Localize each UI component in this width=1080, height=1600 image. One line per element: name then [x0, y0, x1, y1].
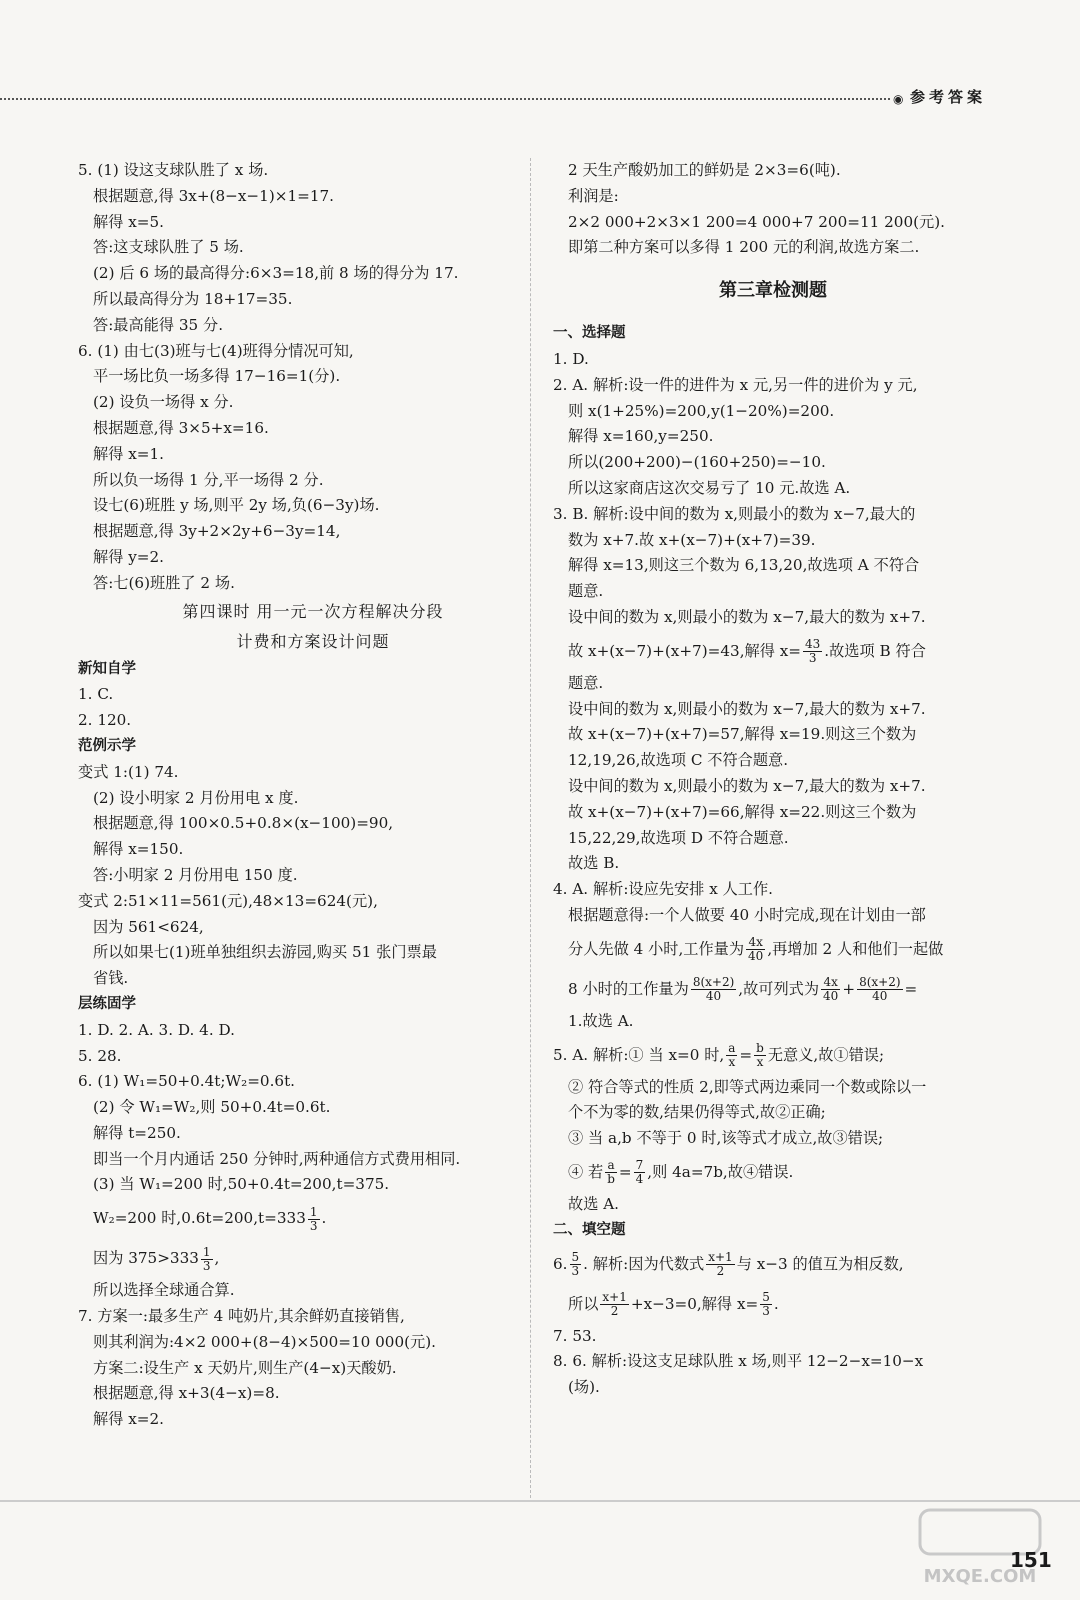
- fraction: [803, 638, 822, 665]
- page-number: 151: [1010, 1548, 1052, 1572]
- text-run: ,故可列式为: [738, 979, 820, 998]
- text-run: 5. A. 解析:① 当 x=0 时,: [553, 1045, 725, 1064]
- fraction: [760, 1291, 772, 1318]
- answer-line-fraction: [78, 1198, 518, 1238]
- fraction-numerator: a: [605, 1159, 617, 1173]
- text-run: +x−3=0,解得 x=: [630, 1294, 759, 1313]
- left-column: [78, 158, 518, 1433]
- header-dotted-rule: [0, 98, 890, 100]
- answer-line: 6. (1) 由七(3)班与七(4)班得分情况可知,: [78, 341, 354, 360]
- answer-line: 则 x(1+25%)=200,y(1−20%)=200.: [568, 401, 835, 420]
- fraction-numerator: b: [756, 1041, 764, 1056]
- fraction-numerator: 43: [805, 637, 821, 652]
- text-run: W₂=200 时,0.6t=200,t=333: [93, 1209, 306, 1228]
- fraction: [746, 936, 765, 963]
- answer-line-fraction: [553, 1284, 993, 1324]
- fraction-numerator: x+1: [708, 1250, 733, 1264]
- answer-line: 5. (1) 设这支球队胜了 x 场.: [78, 161, 269, 179]
- answer-line: 故 x+(x−7)+(x+7)=66,解得 x=22.则这三个数为: [568, 802, 917, 821]
- text-run: ,则 4a=7b,故④错误.: [647, 1162, 794, 1181]
- section-heading: 二、填空题: [553, 1221, 626, 1238]
- answer-line: 所以最高得分为 18+17=35.: [93, 289, 293, 308]
- answer-line: 2×2 000+2×3×1 200=4 000+7 200=11 200(元).: [568, 212, 945, 231]
- fraction: [201, 1246, 213, 1273]
- right-column: [553, 158, 993, 1401]
- answer-line: 5. 28.: [78, 1046, 122, 1065]
- answer-line-fraction: [553, 1035, 993, 1075]
- column-divider: [530, 158, 531, 1498]
- fraction: [634, 1159, 646, 1186]
- fraction: [691, 976, 736, 1003]
- answer-line: 设中间的数为 x,则最小的数为 x−7,最大的数为 x+7.: [568, 607, 926, 626]
- answer-line: 1. D. 2. A. 3. D. 4. D.: [78, 1020, 235, 1039]
- fraction-denominator: 3: [571, 1264, 580, 1278]
- answer-line: 所以选择全球通合算.: [93, 1281, 235, 1300]
- fraction-numerator: 1: [202, 1244, 211, 1259]
- text-run: .: [773, 1294, 779, 1313]
- text-run: 与 x−3 的值互为相反数,: [736, 1254, 904, 1273]
- fraction: [821, 976, 840, 1003]
- answer-line-fraction: [553, 929, 993, 969]
- answer-line: 8. 6. 解析:设这支足球队胜 x 场,则平 12−2−x=10−x: [553, 1352, 924, 1371]
- answer-line: 答:七(6)班胜了 2 场.: [93, 573, 235, 592]
- fraction: [605, 1159, 617, 1186]
- answer-line: 2. 120.: [78, 711, 132, 730]
- answer-line: 设中间的数为 x,则最小的数为 x−7,最大的数为 x+7.: [568, 699, 926, 718]
- fraction: [754, 1042, 766, 1069]
- section-heading: 新知自学: [78, 660, 136, 677]
- answer-line: 变式 2:51×11=561(元),48×13=624(元),: [78, 891, 378, 910]
- header-bullet-icon: ◉: [893, 92, 904, 106]
- fraction: [308, 1206, 320, 1233]
- answer-line: (2) 设小明家 2 月份用电 x 度.: [93, 788, 299, 807]
- text-run: 8 小时的工作量为: [568, 979, 689, 998]
- answer-line: 即当一个月内通话 250 分钟时,两种通信方式费用相同.: [93, 1149, 461, 1168]
- fraction-denominator: 40: [823, 989, 839, 1004]
- text-run: ④ 若: [568, 1162, 604, 1181]
- answer-line: 1.故选 A.: [568, 1011, 634, 1030]
- answer-line: (2) 后 6 场的最高得分:6×3=18,前 8 场的得分为 17.: [93, 264, 459, 283]
- fraction-numerator: 8(x+2): [859, 975, 901, 990]
- answer-line: 解得 x=13,则这三个数为 6,13,20,故选项 A 不符合: [568, 556, 920, 575]
- answer-line-fraction: [553, 1244, 993, 1284]
- fraction-denominator: 40: [705, 989, 722, 1004]
- answer-line: 方案二:设生产 x 天奶片,则生产(4−x)天酸奶.: [93, 1358, 397, 1377]
- fraction-numerator: x+1: [602, 1290, 627, 1304]
- answer-line: ③ 当 a,b 不等于 0 时,该等式才成立,故③错误;: [568, 1129, 884, 1148]
- text-run: 因为 375>333: [93, 1249, 199, 1268]
- fraction-denominator: 2: [716, 1264, 725, 1278]
- answer-line: 故 x+(x−7)+(x+7)=57,解得 x=19.则这三个数为: [568, 725, 917, 744]
- answer-line: 设中间的数为 x,则最小的数为 x−7,最大的数为 x+7.: [568, 776, 926, 795]
- fraction-denominator: 2: [610, 1304, 619, 1318]
- fraction-denominator: x: [728, 1055, 736, 1070]
- text-run: .故选项 B 符合: [824, 641, 926, 660]
- answer-line: 7. 53.: [553, 1326, 597, 1345]
- section-heading: 层练固学: [78, 995, 136, 1012]
- fraction: [857, 976, 902, 1003]
- fraction-numerator: 1: [309, 1204, 318, 1219]
- answer-line: 因为 561<624,: [93, 917, 204, 936]
- answer-line: 根据题意,得 100×0.5+0.8×(x−100)=90,: [93, 814, 394, 833]
- fraction-numerator: 5: [762, 1290, 770, 1304]
- fraction-numerator: 4x: [821, 976, 840, 990]
- answer-line: 平一场比负一场多得 17−16=1(分).: [93, 367, 341, 386]
- answer-line: 答:最高能得 35 分.: [93, 315, 224, 334]
- text-run: =: [904, 979, 918, 998]
- answer-line: 题意.: [568, 582, 604, 601]
- lesson-title: 第四课时 用一元一次方程解决分段: [182, 601, 444, 621]
- answer-line: 答:这支球队胜了 5 场.: [93, 238, 244, 257]
- answer-line: (2) 令 W₁=W₂,则 50+0.4t=0.6t.: [93, 1098, 331, 1117]
- lesson-title: 计费和方案设计问题: [236, 631, 390, 651]
- answer-line: 1. C.: [78, 685, 114, 704]
- answer-line: 故选 A.: [568, 1194, 619, 1213]
- answer-line: (场).: [568, 1378, 600, 1397]
- fraction-denominator: b: [607, 1172, 615, 1187]
- answer-line: 2. A. 解析:设一件的进件为 x 元,另一件的进价为 y 元,: [553, 375, 918, 394]
- text-run: ,再增加 2 人和他们一起做: [767, 939, 944, 958]
- answer-line: 根据题意,得 3×5+x=16.: [93, 418, 269, 437]
- fraction-denominator: 3: [808, 651, 817, 666]
- answer-line: 3. B. 解析:设中间的数为 x,则最小的数为 x−7,最大的: [553, 504, 916, 523]
- answer-line-fraction: [553, 1152, 993, 1192]
- answer-line: 题意.: [568, 673, 604, 692]
- answer-line: 1. D.: [553, 349, 589, 368]
- answer-line: 12,19,26,故选项 C 不符合题意.: [568, 751, 789, 770]
- fraction: [706, 1251, 734, 1278]
- answer-line: 解得 x=150.: [93, 840, 184, 859]
- watermark-logo: [900, 1500, 1060, 1590]
- text-run: =: [618, 1162, 632, 1181]
- answer-line: ② 符合等式的性质 2,即等式两边乘同一个数或除以一: [568, 1077, 927, 1096]
- answer-line-fraction: [553, 969, 993, 1009]
- answer-line: 所以负一场得 1 分,平一场得 2 分.: [93, 470, 324, 489]
- answer-line: 省钱.: [93, 969, 129, 988]
- answer-line: 所以(200+200)−(160+250)=−10.: [568, 453, 826, 472]
- fraction-numerator: 7: [635, 1158, 644, 1173]
- answer-line: (3) 当 W₁=200 时,50+0.4t=200,t=375.: [93, 1175, 390, 1194]
- answer-line: 4. A. 解析:设应先安排 x 人工作.: [553, 880, 773, 899]
- answer-line: 故选 B.: [568, 854, 620, 873]
- answer-line: 利润是:: [568, 186, 619, 205]
- fraction-denominator: 40: [748, 949, 764, 964]
- answer-line: 所以如果七(1)班单独组织去游园,购买 51 张门票最: [93, 943, 437, 962]
- answer-line: 解得 x=5.: [93, 212, 164, 231]
- fraction: [600, 1291, 628, 1318]
- fraction-denominator: 4: [635, 1172, 644, 1187]
- answer-line: 7. 方案一:最多生产 4 吨奶片,其余鲜奶直接销售,: [78, 1307, 405, 1326]
- answer-line: 根据题意得:一个人做要 40 小时完成,现在计划由一部: [568, 905, 926, 924]
- text-run: 无意义,故①错误;: [767, 1045, 885, 1064]
- text-run: . 解析:因为代数式: [583, 1254, 705, 1273]
- fraction: [726, 1042, 737, 1069]
- answer-line-fraction: [553, 631, 993, 671]
- answer-line: 解得 t=250.: [93, 1123, 181, 1142]
- text-run: +: [842, 979, 856, 998]
- answer-line: 数为 x+7.故 x+(x−7)+(x+7)=39.: [568, 530, 816, 549]
- fraction-numerator: 8(x+2): [692, 975, 735, 990]
- text-run: 6.: [553, 1254, 568, 1273]
- fraction-numerator: 5: [571, 1250, 580, 1264]
- answer-line: 2 天生产酸奶加工的鲜奶是 2×3=6(吨).: [568, 161, 841, 179]
- answer-line: 设七(6)班胜 y 场,则平 2y 场,负(6−3y)场.: [93, 496, 380, 515]
- answer-line: 解得 y=2.: [93, 547, 164, 566]
- section-heading: 范例示学: [78, 737, 136, 754]
- answer-line: 变式 1:(1) 74.: [78, 762, 179, 781]
- answer-line: 解得 x=1.: [93, 444, 164, 463]
- watermark-text: MXQE.COM: [923, 1566, 1037, 1587]
- text-run: 分人先做 4 小时,工作量为: [568, 939, 745, 958]
- answer-line-fraction: [78, 1238, 518, 1278]
- header-title: 参考答案: [910, 88, 987, 106]
- answer-line: (2) 设负一场得 x 分.: [93, 393, 234, 412]
- chapter-title: 第三章检测题: [719, 280, 827, 302]
- answer-line: 解得 x=2.: [93, 1410, 164, 1429]
- section-heading: 一、选择题: [553, 325, 626, 342]
- fraction-denominator: 3: [309, 1218, 318, 1233]
- answer-line: 即第二种方案可以多得 1 200 元的利润,故选方案二.: [568, 238, 920, 257]
- fraction-numerator: a: [728, 1041, 736, 1056]
- text-run: ,: [214, 1249, 220, 1268]
- answer-line: 6. (1) W₁=50+0.4t;W₂=0.6t.: [78, 1072, 296, 1091]
- answer-line: 所以这家商店这次交易亏了 10 元.故选 A.: [568, 478, 851, 497]
- fraction-denominator: 40: [872, 989, 888, 1004]
- fraction-denominator: 3: [762, 1304, 770, 1318]
- answer-line: 个不为零的数,结果仍得等式,故②正确;: [568, 1103, 826, 1122]
- answer-line: 答:小明家 2 月份用电 150 度.: [93, 865, 298, 884]
- answer-line: 根据题意,得 3y+2×2y+6−3y=14,: [93, 522, 341, 541]
- answer-line: 则其利润为:4×2 000+(8−4)×500=10 000(元).: [93, 1332, 436, 1351]
- text-run: .: [321, 1209, 327, 1228]
- fraction-numerator: 4x: [746, 936, 765, 950]
- answer-line: 解得 x=160,y=250.: [568, 427, 714, 446]
- text-run: 所以: [568, 1294, 599, 1313]
- text-run: 故 x+(x−7)+(x+7)=43,解得 x=: [568, 641, 802, 660]
- fraction-denominator: 3: [202, 1258, 211, 1273]
- fraction-denominator: x: [756, 1055, 764, 1070]
- answer-line: 15,22,29,故选项 D 不符合题意.: [568, 828, 789, 847]
- fraction: [570, 1251, 582, 1278]
- answer-line: 根据题意,得 3x+(8−x−1)×1=17.: [93, 186, 335, 205]
- text-run: =: [739, 1045, 753, 1064]
- answer-line: 根据题意,得 x+3(4−x)=8.: [93, 1384, 280, 1403]
